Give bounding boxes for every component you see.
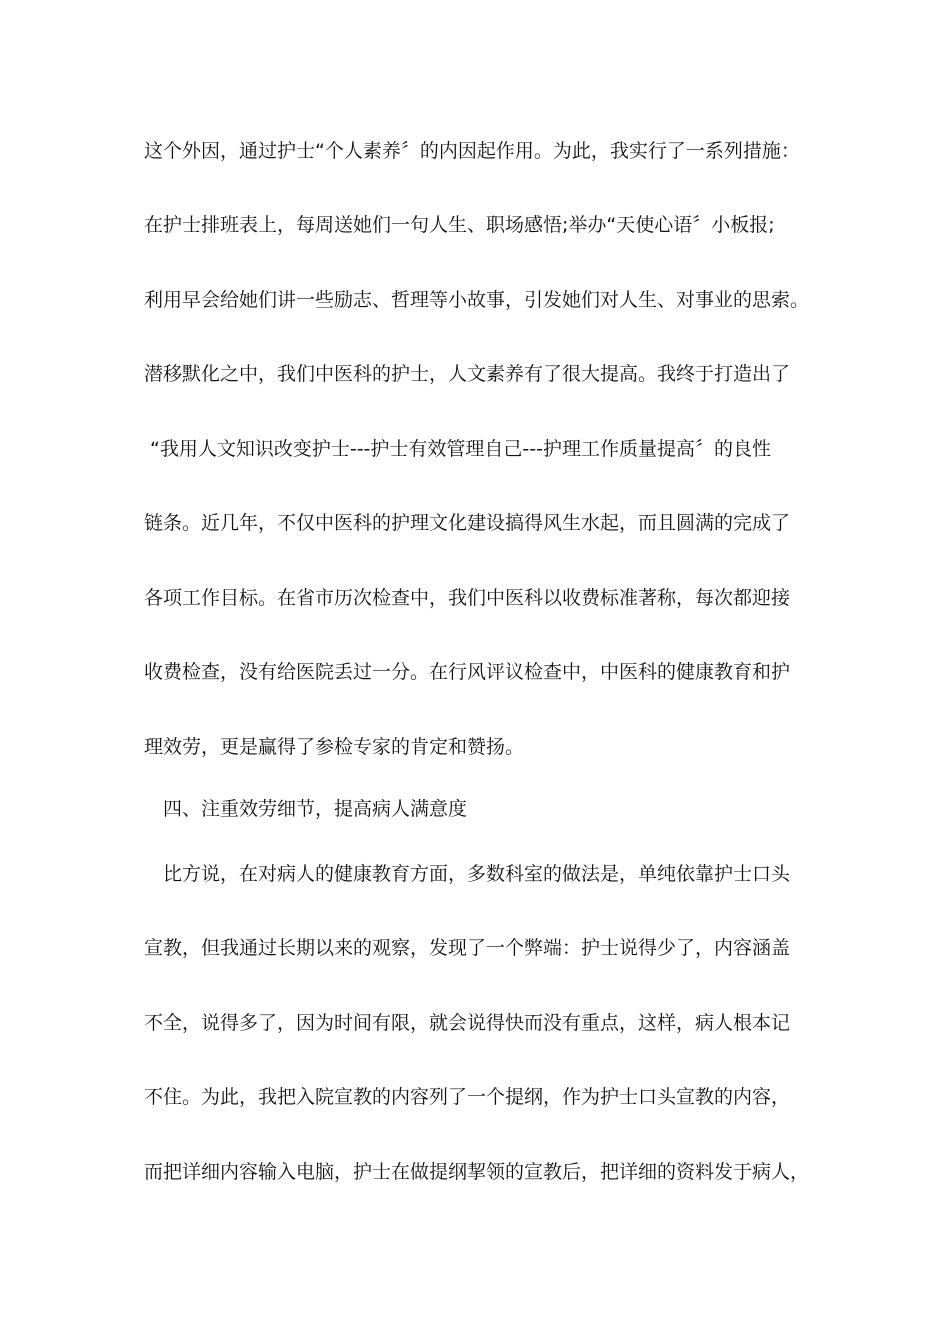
text-line-3: 利用早会给她们讲一些励志、哲理等小故事，引发她们对人生、对事业的思索。 [144, 289, 810, 311]
text-line-15: 而把详细内容输入电脑，护士在做提纲挈领的宣教后，把详细的资料发于病人， [144, 1161, 810, 1183]
section-heading: 四、注重效劳细节，提高病人满意度 [163, 798, 468, 820]
text-line-12: 宣教，但我通过长期以来的观察，发现了一个弊端：护士说得少了，内容涵盖 [144, 937, 791, 959]
text-line-2: 在护士排班表上，每周送她们一句人生、职场感悟;举办“天使心语〞小板报; [144, 214, 775, 236]
text-line-5: “我用人文知识改变护士---护士有效管理自己---护理工作质量提高〞的良性 [150, 438, 771, 460]
text-line-14: 不住。为此，我把入院宣教的内容列了一个提纲，作为护士口头宣教的内容， [144, 1086, 791, 1108]
text-line-13: 不全，说得多了，因为时间有限，就会说得快而没有重点，这样，病人根本记 [144, 1012, 791, 1034]
text-line-11: 比方说，在对病人的健康教育方面，多数科室的做法是，单纯依靠护士口头 [163, 863, 791, 885]
text-line-8: 收费检查，没有给医院丢过一分。在行风评议检查中，中医科的健康教育和护 [144, 661, 791, 683]
text-line-1: 这个外因，通过护士“个人素养〞的内因起作用。为此，我实行了一系列措施： [144, 140, 800, 162]
text-line-7: 各项工作目标。在省市历次检查中，我们中医科以收费标准著称，每次都迎接 [144, 587, 791, 609]
text-line-4: 潜移默化之中，我们中医科的护士，人文素养有了很大提高。我终于打造出了 [144, 363, 791, 385]
text-line-6: 链条。近几年，不仅中医科的护理文化建设搞得风生水起，而且圆满的完成了 [144, 512, 791, 534]
text-line-9: 理效劳，更是赢得了参检专家的肯定和赞扬。 [144, 736, 525, 758]
